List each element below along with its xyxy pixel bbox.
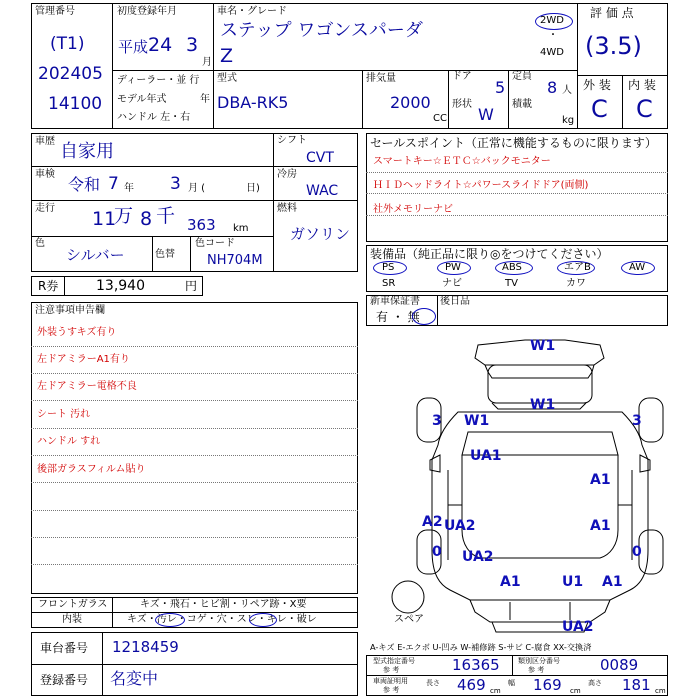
sen-unit: 千	[156, 205, 176, 227]
equip-ps: PS	[382, 262, 395, 273]
mark-front-a1-right: A1	[602, 574, 623, 590]
sales-point-3: 社外メモリーナビ	[373, 204, 453, 215]
mark-fr-wheel: 0	[632, 544, 642, 560]
mark-right-a1-lower: A1	[590, 518, 611, 534]
reg-year: 24	[148, 34, 173, 56]
mark-front-a1-left: A1	[500, 574, 521, 590]
equip-airbag: エアB	[564, 262, 591, 273]
shift-label: シフト	[277, 135, 307, 146]
mark-rl-wheel: 3	[432, 413, 442, 429]
aircon-value: WAC	[306, 183, 339, 199]
r-ticket-label: R券	[38, 279, 59, 293]
type-spec-label: 型式指定番号	[373, 657, 415, 665]
damage-legend: A-キズ E-エクボ U-凹み W-補修跡 S-サビ C-腐食 XX-交換済	[370, 642, 592, 652]
interior-label: 内 装	[628, 78, 656, 92]
km-unit: km	[233, 223, 249, 234]
doors-label: ドア	[452, 71, 472, 82]
history-value: 自家用	[60, 141, 114, 162]
equip-tv: TV	[505, 278, 518, 289]
notes-label: 注意事項申告欄	[35, 305, 105, 316]
note-1: 外装うすキズ有り	[37, 327, 117, 338]
mileage-sen: 8	[140, 208, 153, 230]
car-grade: Z	[220, 45, 234, 67]
cc-unit: CC	[433, 113, 447, 124]
width-value: 169	[533, 676, 562, 694]
category-ref: 参 考	[528, 666, 545, 674]
color-value: シルバー	[66, 246, 125, 264]
cert-label: 車両証明用	[373, 677, 408, 685]
chassis-value: 1218459	[112, 638, 179, 656]
inspection-year-unit: 年	[124, 183, 134, 194]
inspection-month: 3	[170, 174, 181, 194]
model-year-label: モデル年式	[117, 94, 167, 105]
mileage-rest: 363	[187, 216, 216, 234]
mileage-man: 11	[92, 208, 117, 230]
fuel-value: ガソリン	[290, 225, 351, 243]
r-ticket-value: 13,940	[96, 278, 145, 294]
interior-glass-value: キズ・汚レ・コゲ・穴・スレ・キレ・破レ	[127, 614, 317, 625]
color-code-value: NH704M	[207, 253, 263, 268]
length-unit: cm	[490, 687, 501, 695]
note-5: ハンドル すれ	[37, 436, 101, 447]
height-label: 高さ	[588, 679, 602, 687]
reg-number-value: 名変中	[110, 669, 159, 688]
load-label: 積載	[512, 99, 532, 110]
color-change-label: 色替	[155, 249, 175, 260]
interior-value: C	[636, 95, 653, 123]
drive-4wd: 4WD	[540, 47, 564, 58]
shape-label: 形状	[452, 99, 472, 110]
drive-2wd: 2WD	[540, 15, 564, 26]
equip-leather: カワ	[566, 278, 586, 289]
mark-left-ua2: UA2	[444, 518, 476, 534]
exterior-value: C	[591, 95, 608, 123]
man-unit: 万	[114, 205, 134, 227]
category-value: 0089	[600, 656, 639, 674]
front-glass-label: フロントガラス	[38, 599, 108, 610]
eval-label: 評 価 点	[590, 6, 634, 20]
sales-point-1: スマートキー☆ＥＴＣ☆バックモニター	[373, 156, 551, 167]
equip-pw: PW	[445, 262, 461, 273]
shape-value: W	[478, 105, 494, 124]
eval-value: (3.5)	[585, 32, 642, 60]
mark-right-a1-upper: A1	[590, 472, 611, 488]
type-value: DBA-RK5	[217, 93, 289, 112]
color-label: 色	[35, 238, 45, 249]
capacity-value: 8	[547, 78, 558, 97]
shift-value: CVT	[306, 150, 334, 166]
equip-aw: AW	[629, 262, 646, 273]
inspection-year: 7	[108, 174, 119, 194]
warranty-label: 新車保証書	[370, 296, 420, 307]
type-spec-value: 16365	[452, 656, 500, 674]
other-label: 後日品	[440, 296, 470, 307]
exterior-label: 外 装	[583, 78, 611, 92]
dealer-label: ディーラー・並 行	[117, 75, 200, 86]
equipment-label: 装備品（純正品に限り◎をつけてください）	[370, 247, 609, 261]
mgmt-code: (T1)	[50, 34, 85, 54]
front-glass-value: キズ・飛石・ヒビ割・リペア跡・X要	[140, 599, 307, 610]
spare-label: スペア	[394, 614, 424, 625]
cert-ref: 参 考	[383, 686, 400, 694]
mileage-label: 走行	[35, 203, 55, 214]
category-label: 類別区分番号	[518, 657, 560, 665]
name-label: 車名・グレード	[217, 6, 287, 17]
reg-month: 3	[186, 34, 199, 56]
handle-label: ハンドル 左・右	[117, 112, 191, 123]
sales-label: セールスポイント（正常に機能するものに限ります）	[370, 136, 657, 150]
reg-era: 平成	[118, 38, 149, 56]
height-value: 181	[622, 676, 651, 694]
displacement-value: 2000	[390, 93, 431, 112]
type-spec-ref: 参 考	[383, 666, 400, 674]
fuel-label: 燃料	[277, 203, 297, 214]
color-code-label: 色コード	[195, 238, 235, 249]
capacity-unit: 人	[562, 85, 572, 96]
equip-abs: ABS	[502, 262, 522, 273]
year-unit: 年	[200, 94, 210, 105]
mgmt-num2: 14100	[48, 94, 103, 114]
inspection-label: 車検	[35, 169, 55, 180]
mgmt-num1: 202405	[38, 64, 103, 84]
kg-unit: kg	[562, 115, 575, 126]
mark-bumper-ua2: UA2	[562, 619, 594, 635]
displacement-label: 排気量	[366, 73, 396, 84]
car-name: ステップ ワゴンスパーダ	[220, 20, 423, 41]
inspection-era: 令和	[68, 175, 101, 194]
yen-unit: 円	[185, 279, 198, 293]
mark-front-ua2: UA2	[462, 549, 494, 565]
mark-rl-w1: W1	[464, 413, 490, 429]
warranty-value: 有 ・ 無	[376, 310, 420, 324]
length-label: 長さ	[426, 679, 440, 687]
sales-point-2: ＨＩＤヘッドライト☆パワースライドドア(両側)	[373, 180, 589, 191]
note-4: シート 汚れ	[37, 409, 91, 420]
height-unit: cm	[655, 687, 666, 695]
history-label: 車歴	[35, 136, 55, 147]
chassis-label: 車台番号	[40, 641, 89, 655]
note-2: 左ドアミラーA1有り	[37, 354, 130, 365]
equip-sr: SR	[382, 278, 396, 289]
equip-navi: ナビ	[442, 278, 462, 289]
drive-dot: ・	[548, 30, 558, 41]
mark-front-u1: U1	[562, 574, 584, 590]
length-value: 469	[457, 676, 486, 694]
type-label: 型式	[217, 73, 237, 84]
reg-label: 初度登録年月	[117, 6, 177, 17]
doors-value: 5	[495, 78, 506, 97]
mark-rear-w1: W1	[530, 338, 556, 354]
width-label: 幅	[508, 679, 515, 687]
inspection-month-unit: 月 (	[188, 183, 206, 194]
width-unit: cm	[570, 687, 581, 695]
mark-fl-wheel: 0	[432, 544, 442, 560]
capacity-label: 定員	[512, 71, 532, 82]
inspection-day-unit: 日)	[246, 183, 260, 194]
mark-ua1: UA1	[470, 448, 502, 464]
mark-roof-w1: W1	[530, 397, 556, 413]
reg-number-label: 登録番号	[40, 673, 89, 687]
mark-a2: A2	[422, 514, 443, 530]
mgmt-label: 管理番号	[35, 6, 75, 17]
note-6: 後部ガラスフィルム貼り	[37, 464, 146, 475]
note-3: 左ドアミラー電格不良	[37, 381, 137, 392]
mark-rr-wheel: 3	[632, 413, 642, 429]
month-unit: 月	[202, 57, 212, 68]
interior-glass-label: 内装	[62, 614, 82, 625]
aircon-label: 冷房	[277, 169, 297, 180]
